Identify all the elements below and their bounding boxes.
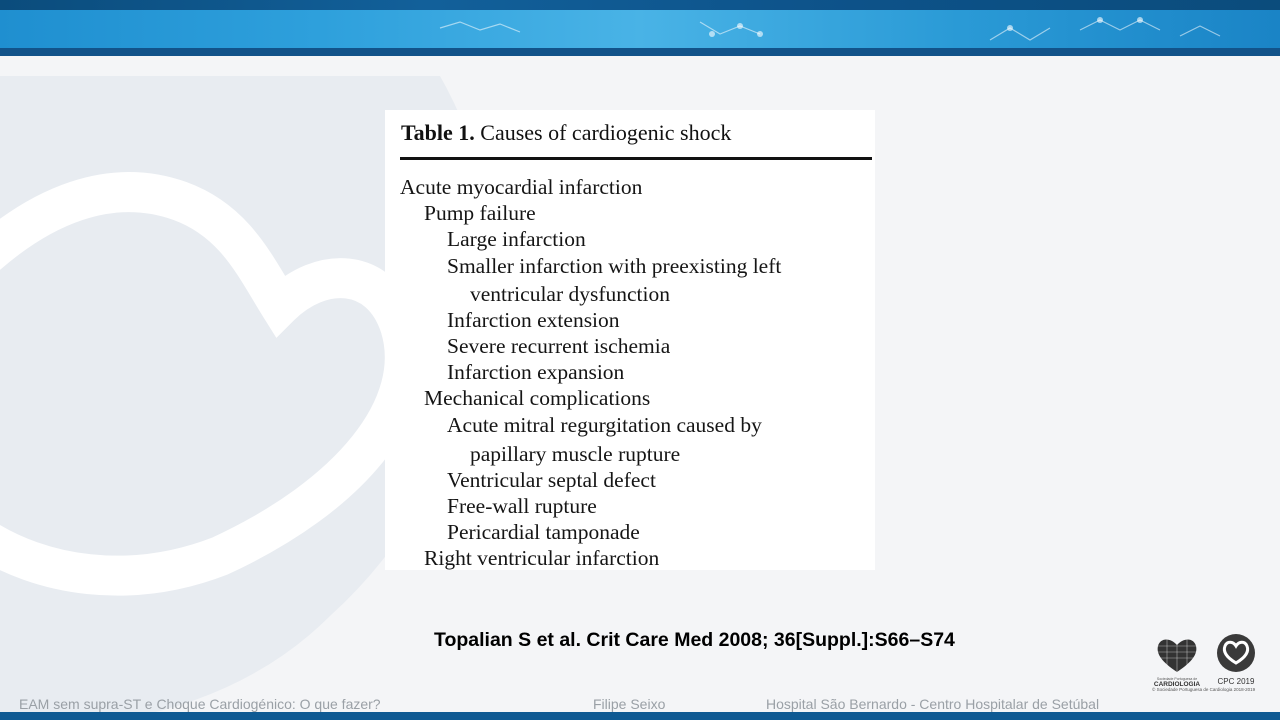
table-row: Acute mitral regurgitation caused by [447, 413, 762, 437]
table-rule [400, 157, 872, 160]
table-row: Acute myocardial infarction [400, 175, 643, 199]
table-row: Severe recurrent ischemia [447, 334, 671, 358]
footer-line [0, 712, 1280, 720]
table-row: Infarction extension [447, 308, 620, 332]
footer-presenter: Filipe Seixo [593, 696, 666, 712]
table-row: Free-wall rupture [447, 494, 597, 518]
cpc-name-text: CPC 2019 [1217, 677, 1255, 686]
table-row: Pericardial tamponade [447, 520, 640, 544]
footer-presentation-title: EAM sem supra-ST e Choque Cardiogénico: O que fazer? [19, 696, 381, 712]
table-title [401, 120, 731, 146]
table-title-prefix: Table 1. [401, 120, 475, 145]
header-banner [0, 0, 1280, 56]
footer-hospital: Hospital São Bernardo - Centro Hospitalar de Setúbal [766, 696, 1100, 712]
table-row: papillary muscle rupture [470, 442, 681, 466]
citation: Topalian S et al. Crit Care Med 2008; 36[Suppl.]:S66–S74 [434, 629, 955, 651]
table-title-text: Causes of cardiogenic shock [480, 120, 732, 145]
table-row: Infarction expansion [447, 360, 625, 384]
table-row: Mechanical complications [424, 386, 651, 410]
spc-small-text: Sociedade Portuguesa de [1156, 677, 1198, 681]
spc-name-text: CARDIOLOGIA [1153, 681, 1201, 688]
logo-caption: © Sociedade Portuguesa de Cardiologia 2018-2019 [1152, 687, 1256, 692]
banner-bottom-strip [0, 48, 1280, 56]
table-row: ventricular dysfunction [470, 282, 671, 306]
cpc-2019-logo [1212, 632, 1260, 688]
table-panel [385, 110, 875, 570]
spc-cardiologia-logo [1152, 632, 1202, 692]
table-row: Pump failure [424, 201, 536, 225]
table-row: Large infarction [447, 227, 586, 251]
table-row: Ventricular septal defect [447, 468, 656, 492]
table-row: Smaller infarction with preexisting left [447, 254, 782, 278]
table-row: Right ventricular infarction [424, 546, 660, 570]
